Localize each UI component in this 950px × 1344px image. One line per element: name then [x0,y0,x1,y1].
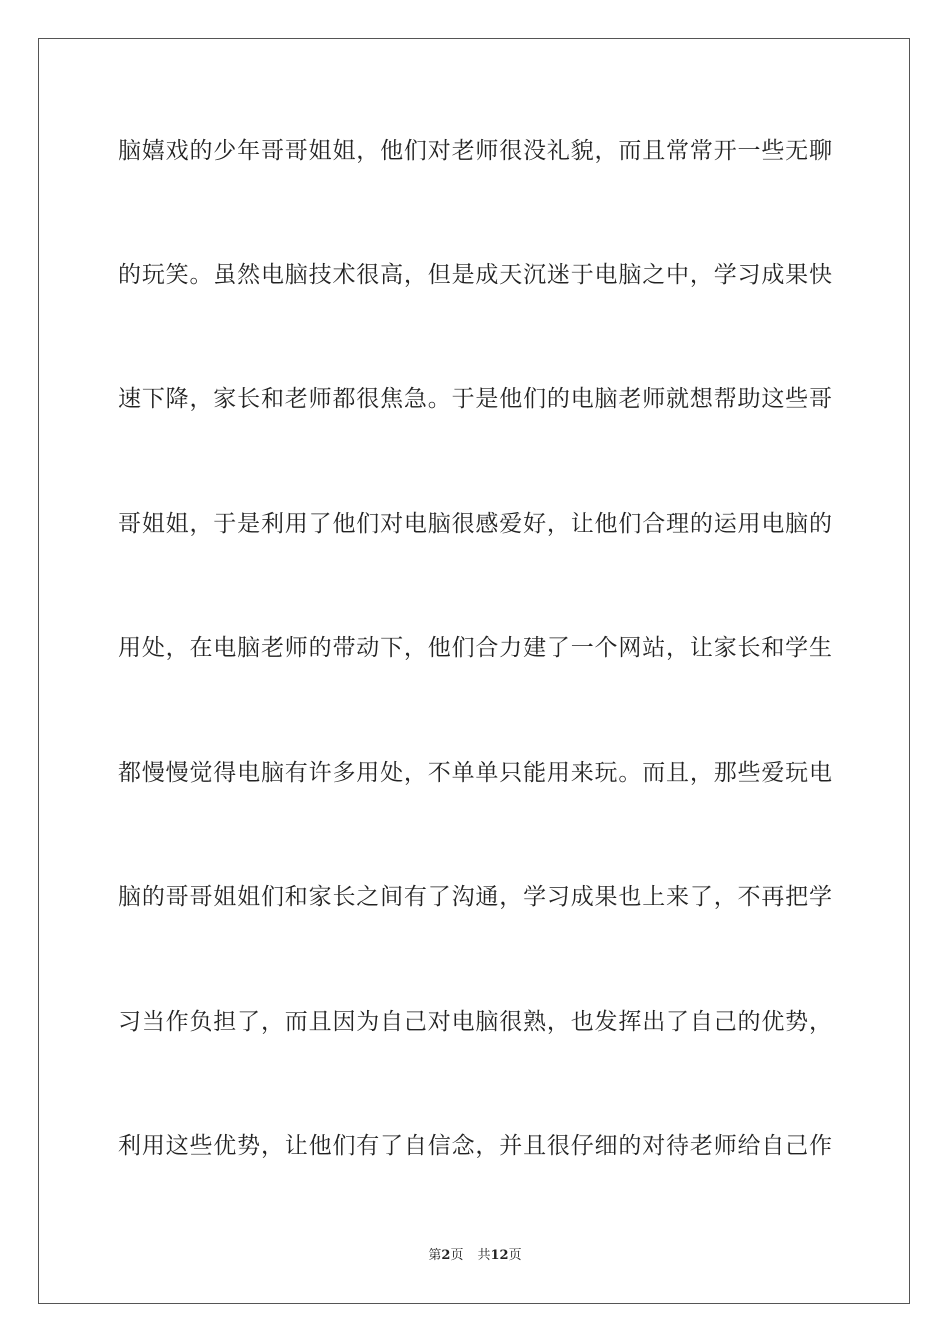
body-text-line-5: 用处，在电脑老师的带动下，他们合力建了一个网站，让家长和学生 [118,635,832,661]
body-text-line-4: 哥姐姐，于是利用了他们对电脑很感爱好，让他们合理的运用电脑的 [118,511,832,537]
page-footer [0,1248,950,1264]
body-text-line-2: 的玩笑。虽然电脑技术很高，但是成天沉迷于电脑之中，学习成果快 [118,262,832,288]
page-frame [38,38,910,1304]
body-text-line-6: 都慢慢觉得电脑有许多用处，不单单只能用来玩。而且，那些爱玩电 [118,760,832,786]
body-text-line-7: 脑的哥哥姐姐们和家长之间有了沟通，学习成果也上来了，不再把学 [118,884,832,910]
body-text-line-3: 速下降，家长和老师都很焦急。于是他们的电脑老师就想帮助这些哥 [118,386,832,412]
body-text-line-8: 习当作负担了，而且因为自己对电脑很熟，也发挥出了自己的优势， [118,1009,832,1035]
total-prefix: 共 [477,1248,491,1263]
body-text-line-1: 脑嬉戏的少年哥哥姐姐，他们对老师很没礼貌，而且常常开一些无聊 [118,138,832,164]
page-suffix: 页 [450,1248,464,1263]
body-text-line-9: 利用这些优势，让他们有了自信念，并且很仔细的对待老师给自己作 [118,1133,832,1159]
total-suffix: 页 [508,1248,522,1263]
page-prefix: 第 [428,1248,442,1263]
page-number: 2 [441,1248,451,1263]
total-pages: 12 [490,1248,509,1263]
